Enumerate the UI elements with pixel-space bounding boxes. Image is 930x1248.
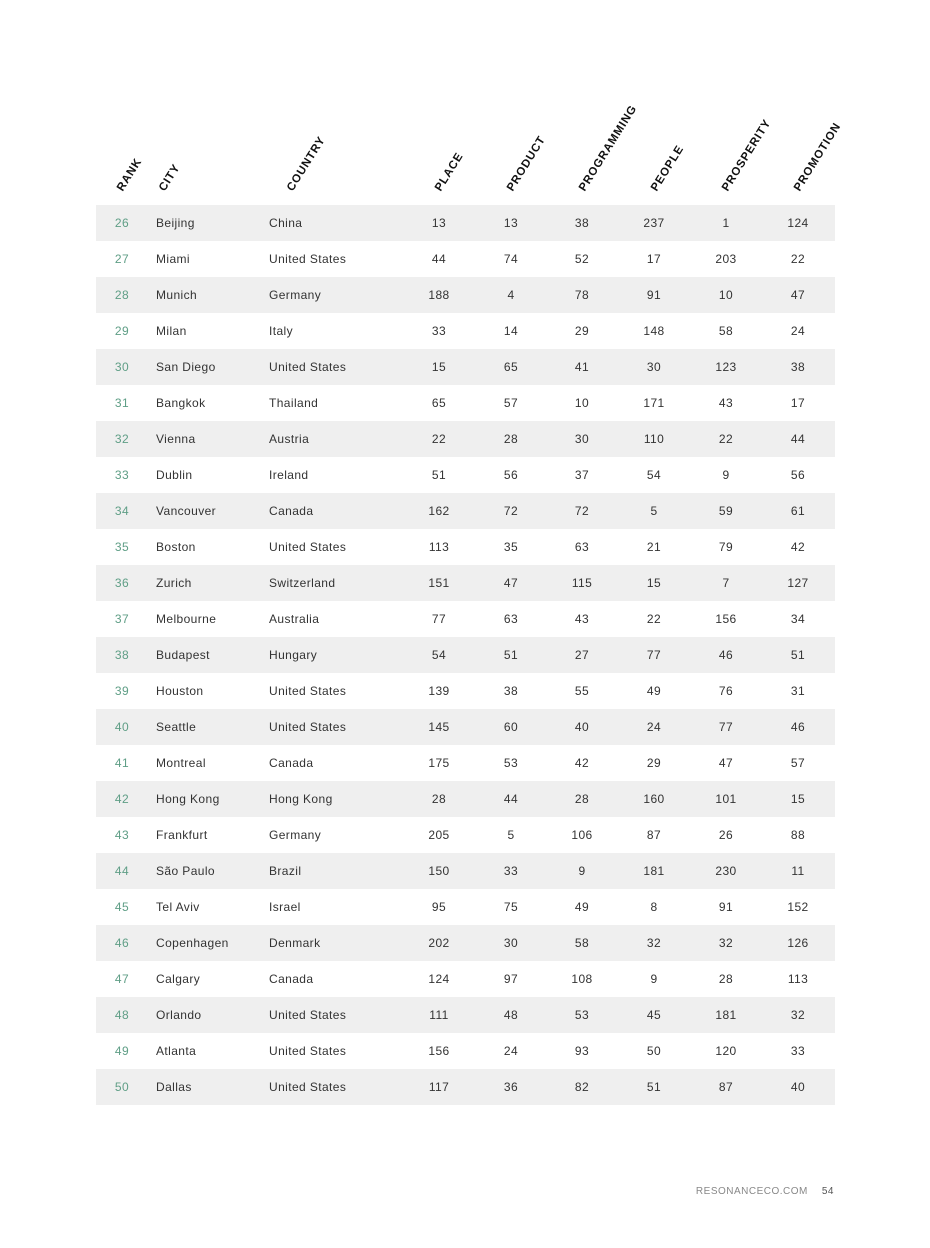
promotion-cell: 113 [787,972,809,986]
country-cell: Hong Kong [269,792,333,806]
city-cell: Vienna [156,432,196,446]
rank-cell: 28 [114,288,130,302]
country-cell: United States [269,1044,347,1058]
city-cell: Melbourne [156,612,217,626]
country-cell: United States [269,1080,347,1094]
country-cell: Canada [269,504,314,518]
programming-cell: 58 [574,936,590,950]
place-cell: 33 [431,324,447,338]
rank-cell: 29 [114,324,130,338]
people-cell: 54 [646,468,662,482]
city-cell: Calgary [156,972,201,986]
people-cell: 110 [643,432,665,446]
place-cell: 13 [431,216,447,230]
rank-cell: 35 [114,540,130,554]
place-cell: 77 [431,612,447,626]
city-cell: Seattle [156,720,197,734]
people-cell: 5 [650,504,658,518]
rank-cell: 37 [114,612,130,626]
promotion-cell: 44 [790,432,806,446]
place-cell: 65 [431,396,447,410]
place-cell: 44 [431,252,447,266]
table-row [96,241,835,277]
rank-cell: 34 [114,504,130,518]
rank-cell: 38 [114,648,130,662]
place-cell: 51 [431,468,447,482]
table-row [96,205,835,241]
place-cell: 124 [428,972,450,986]
prosperity-cell: 58 [718,324,734,338]
place-cell: 162 [428,504,450,518]
city-cell: Bangkok [156,396,206,410]
product-cell: 24 [503,1044,519,1058]
product-cell: 57 [503,396,519,410]
prosperity-cell: 28 [718,972,734,986]
people-cell: 9 [650,972,658,986]
promotion-cell: 56 [790,468,806,482]
rank-cell: 36 [114,576,130,590]
product-cell: 47 [503,576,519,590]
rank-cell: 44 [114,864,130,878]
promotion-cell: 51 [790,648,806,662]
programming-cell: 72 [574,504,590,518]
city-cell: San Diego [156,360,216,374]
table-row [96,493,835,529]
product-cell: 33 [503,864,519,878]
promotion-cell: 15 [790,792,806,806]
prosperity-cell: 77 [718,720,734,734]
place-cell: 139 [428,684,450,698]
promotion-cell: 46 [790,720,806,734]
prosperity-cell: 101 [715,792,737,806]
people-cell: 45 [646,1008,662,1022]
rank-cell: 49 [114,1044,130,1058]
place-cell: 54 [431,648,447,662]
people-cell: 87 [646,828,662,842]
place-cell: 15 [431,360,447,374]
product-cell: 72 [503,504,519,518]
programming-cell: 53 [574,1008,590,1022]
product-cell: 38 [503,684,519,698]
product-cell: 56 [503,468,519,482]
city-cell: Dallas [156,1080,192,1094]
page-number: 54 [821,1186,834,1197]
country-cell: Hungary [269,648,318,662]
table-row [96,673,835,709]
prosperity-cell: 59 [718,504,734,518]
prosperity-cell: 1 [722,216,730,230]
prosperity-cell: 7 [722,576,730,590]
country-cell: Canada [269,756,314,770]
people-cell: 8 [650,900,658,914]
prosperity-cell: 10 [718,288,734,302]
rank-cell: 45 [114,900,130,914]
place-cell: 175 [428,756,450,770]
city-cell: Dublin [156,468,193,482]
prosperity-cell: 9 [722,468,730,482]
prosperity-cell: 120 [715,1044,737,1058]
city-cell: Copenhagen [156,936,229,950]
table-row [96,709,835,745]
country-cell: United States [269,1008,347,1022]
people-cell: 17 [646,252,662,266]
promotion-cell: 127 [787,576,809,590]
promotion-cell: 32 [790,1008,806,1022]
programming-cell: 93 [574,1044,590,1058]
table-row [96,385,835,421]
prosperity-cell: 203 [715,252,737,266]
product-cell: 14 [503,324,519,338]
promotion-cell: 42 [790,540,806,554]
promotion-cell: 17 [790,396,806,410]
table-row [96,817,835,853]
programming-cell: 38 [574,216,590,230]
rank-cell: 32 [114,432,130,446]
city-cell: Beijing [156,216,195,230]
header-promotion: PROMOTION [791,120,844,194]
header-country: COUNTRY [284,134,329,194]
programming-cell: 106 [571,828,593,842]
product-cell: 28 [503,432,519,446]
rank-cell: 31 [114,396,130,410]
header-product: PRODUCT [504,134,549,194]
table-row [96,1033,835,1069]
prosperity-cell: 46 [718,648,734,662]
country-cell: United States [269,540,347,554]
header-programming: PROGRAMMING [576,103,640,194]
place-cell: 156 [428,1044,450,1058]
country-cell: Australia [269,612,320,626]
table-row [96,457,835,493]
header-city: CITY [156,162,183,194]
programming-cell: 29 [574,324,590,338]
promotion-cell: 22 [790,252,806,266]
product-cell: 65 [503,360,519,374]
prosperity-cell: 156 [715,612,737,626]
place-cell: 205 [428,828,450,842]
product-cell: 4 [507,288,515,302]
prosperity-cell: 43 [718,396,734,410]
table-row [96,565,835,601]
promotion-cell: 11 [791,864,805,878]
country-cell: Thailand [269,396,319,410]
product-cell: 97 [503,972,519,986]
people-cell: 160 [643,792,665,806]
prosperity-cell: 230 [715,864,737,878]
rank-cell: 40 [114,720,130,734]
programming-cell: 108 [571,972,593,986]
table-row [96,637,835,673]
country-cell: Israel [269,900,301,914]
city-cell: Miami [156,252,190,266]
country-cell: United States [269,684,347,698]
programming-cell: 78 [574,288,590,302]
product-cell: 74 [503,252,519,266]
city-cell: Boston [156,540,196,554]
programming-cell: 115 [571,576,593,590]
programming-cell: 9 [578,864,586,878]
product-cell: 63 [503,612,519,626]
place-cell: 202 [428,936,450,950]
people-cell: 91 [646,288,662,302]
city-cell: Orlando [156,1008,202,1022]
city-cell: Atlanta [156,1044,197,1058]
product-cell: 60 [503,720,519,734]
country-cell: Italy [269,324,294,338]
promotion-cell: 34 [790,612,806,626]
ranking-table [96,205,835,1105]
city-cell: São Paulo [156,864,215,878]
prosperity-cell: 91 [718,900,734,914]
people-cell: 171 [643,396,665,410]
place-cell: 188 [428,288,450,302]
people-cell: 148 [643,324,665,338]
promotion-cell: 47 [790,288,806,302]
people-cell: 22 [646,612,662,626]
table-row [96,997,835,1033]
table-row [96,961,835,997]
place-cell: 145 [428,720,450,734]
place-cell: 113 [428,540,450,554]
city-cell: Zurich [156,576,192,590]
people-cell: 15 [646,576,662,590]
prosperity-cell: 87 [718,1080,734,1094]
city-cell: Houston [156,684,204,698]
rank-cell: 47 [114,972,130,986]
programming-cell: 40 [574,720,590,734]
promotion-cell: 61 [790,504,806,518]
rank-cell: 41 [114,756,130,770]
promotion-cell: 88 [790,828,806,842]
programming-cell: 52 [574,252,590,266]
table-row [96,313,835,349]
product-cell: 48 [503,1008,519,1022]
table-row [96,349,835,385]
people-cell: 24 [646,720,662,734]
rank-cell: 26 [114,216,130,230]
table-row [96,853,835,889]
promotion-cell: 152 [787,900,809,914]
product-cell: 36 [503,1080,519,1094]
table-row [96,781,835,817]
prosperity-cell: 123 [715,360,737,374]
table-row [96,601,835,637]
rank-cell: 27 [114,252,130,266]
country-cell: Brazil [269,864,302,878]
product-cell: 53 [503,756,519,770]
place-cell: 22 [431,432,447,446]
promotion-cell: 124 [787,216,809,230]
programming-cell: 55 [574,684,590,698]
country-cell: Germany [269,288,322,302]
prosperity-cell: 32 [718,936,734,950]
promotion-cell: 57 [790,756,806,770]
place-cell: 111 [429,1008,449,1022]
product-cell: 35 [503,540,519,554]
country-cell: Canada [269,972,314,986]
country-cell: Germany [269,828,322,842]
people-cell: 50 [646,1044,662,1058]
country-cell: Switzerland [269,576,336,590]
product-cell: 13 [503,216,519,230]
people-cell: 77 [646,648,662,662]
prosperity-cell: 22 [718,432,734,446]
promotion-cell: 31 [790,684,806,698]
prosperity-cell: 76 [718,684,734,698]
rank-cell: 39 [114,684,130,698]
programming-cell: 41 [574,360,590,374]
people-cell: 181 [643,864,665,878]
promotion-cell: 38 [790,360,806,374]
header-people: PEOPLE [648,143,687,194]
header-place: PLACE [432,150,466,194]
country-cell: Austria [269,432,310,446]
rank-cell: 50 [114,1080,130,1094]
product-cell: 44 [503,792,519,806]
product-cell: 5 [507,828,515,842]
rank-cell: 42 [114,792,130,806]
country-cell: China [269,216,303,230]
promotion-cell: 40 [790,1080,806,1094]
prosperity-cell: 79 [718,540,734,554]
people-cell: 21 [646,540,662,554]
place-cell: 117 [428,1080,450,1094]
rank-cell: 30 [114,360,130,374]
city-cell: Tel Aviv [156,900,200,914]
rank-cell: 43 [114,828,130,842]
city-cell: Milan [156,324,187,338]
people-cell: 29 [646,756,662,770]
header-rank: RANK [114,156,145,194]
people-cell: 237 [643,216,665,230]
table-row [96,745,835,781]
city-cell: Frankfurt [156,828,208,842]
promotion-cell: 126 [787,936,809,950]
table-row [96,889,835,925]
country-cell: Ireland [269,468,309,482]
product-cell: 51 [503,648,519,662]
place-cell: 151 [428,576,450,590]
programming-cell: 27 [574,648,590,662]
table-row [96,529,835,565]
people-cell: 30 [646,360,662,374]
programming-cell: 30 [574,432,590,446]
city-cell: Vancouver [156,504,217,518]
footer-site: RESONANCECO.COM [695,1186,808,1197]
rank-cell: 33 [114,468,130,482]
rank-cell: 48 [114,1008,130,1022]
place-cell: 150 [428,864,450,878]
people-cell: 32 [646,936,662,950]
city-cell: Munich [156,288,198,302]
rank-cell: 46 [114,936,130,950]
people-cell: 49 [646,684,662,698]
promotion-cell: 24 [790,324,806,338]
promotion-cell: 33 [790,1044,806,1058]
city-cell: Budapest [156,648,210,662]
programming-cell: 28 [574,792,590,806]
table-row [96,277,835,313]
programming-cell: 43 [574,612,590,626]
people-cell: 51 [646,1080,662,1094]
place-cell: 28 [431,792,447,806]
country-cell: United States [269,360,347,374]
programming-cell: 10 [574,396,590,410]
city-cell: Montreal [156,756,206,770]
header-prosperity: PROSPERITY [719,117,774,194]
product-cell: 75 [503,900,519,914]
programming-cell: 82 [574,1080,590,1094]
programming-cell: 37 [574,468,590,482]
prosperity-cell: 26 [718,828,734,842]
programming-cell: 63 [574,540,590,554]
country-cell: United States [269,720,347,734]
city-cell: Hong Kong [156,792,220,806]
programming-cell: 42 [574,756,590,770]
programming-cell: 49 [574,900,590,914]
product-cell: 30 [503,936,519,950]
prosperity-cell: 181 [715,1008,737,1022]
table-row [96,1069,835,1105]
table-header [0,0,930,205]
prosperity-cell: 47 [718,756,734,770]
country-cell: Denmark [269,936,321,950]
country-cell: United States [269,252,347,266]
table-row [96,925,835,961]
table-row [96,421,835,457]
place-cell: 95 [431,900,447,914]
page-footer [696,1186,834,1197]
